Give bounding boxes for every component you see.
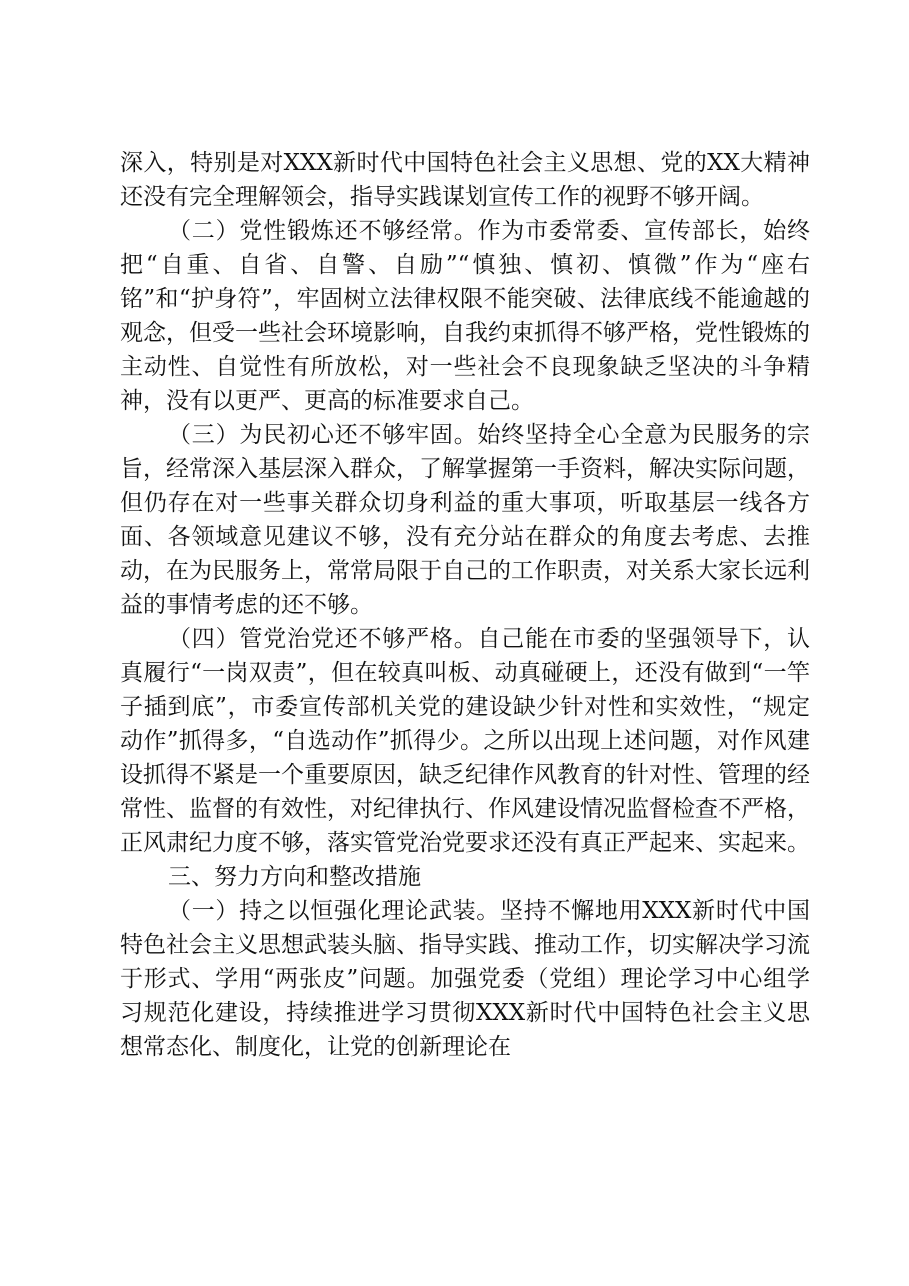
paragraph-measure-1: （一）持之以恒强化理论武装。坚持不懈地用XXX新时代中国特色社会主义思想武装头脑、指导实践、推动工作，切实解决学习流于形式、学用“两张皮”问题。加强党委（党组）理论学习中心组学习规范化建设，持续推进学习贯彻XXX新时代中国特色社会主义思想常态化、制度化，让党的创新理论在 [120, 898, 810, 1060]
document-body [120, 146, 810, 1064]
paragraph-section-4: （四）管党治党还不够严格。自己能在市委的坚强领导下，认真履行“一岗双责”，但在较真叫板、动真碰硬上，还没有做到“一竿子插到底”，市委宣传部机关党的建设缺少针对性和实效性，“规定动作”抓得多，“自选动作”抓得少。之所以出现上述问题，对作风建设抓得不紧是一个重要原因，缺乏纪律作风教育的针对性、管理的经常性、监督的有效性，对纪律执行、作风建设情况监督检查不严格，正风肃纪力度不够，落实管党治党要求还没有真正严起来、实起来。 [120, 626, 810, 856]
section-heading: 三、努力方向和整改措施 [168, 864, 421, 890]
paragraph-section-3: （三）为民初心还不够牢固。始终坚持全心全意为民服务的宗旨，经常深入基层深入群众，了解掌握第一手资料，解决实际问题，但仍存在对一些事关群众切身利益的重大事项，听取基层一线各方面、各领域意见建议不够，没有充分站在群众的角度去考虑、去推动，在为民服务上，常常局限于自己的工作职责，对关系大家长远利益的事情考虑的还不够。 [120, 422, 810, 618]
paragraph-continued-text: 深入，特别是对XXX新时代中国特色社会主义思想、党的XX大精神还没有完全理解领会，指导实践谋划宣传工作的视野不够开阔。 [120, 150, 810, 210]
paragraph-section-2: （二）党性锻炼还不够经常。作为市委常委、宣传部长，始终把“自重、自省、自警、自励”“慎独、慎初、慎微”作为“座右铭”和“护身符”，牢固树立法律权限不能突破、法律底线不能逾越的观念，但受一些社会环境影响，自我约束抓得不够严格，党性锻炼的主动性、自觉性有所放松，对一些社会不良现象缺乏坚决的斗争精神，没有以更严、更高的标准要求自己。 [120, 218, 810, 414]
